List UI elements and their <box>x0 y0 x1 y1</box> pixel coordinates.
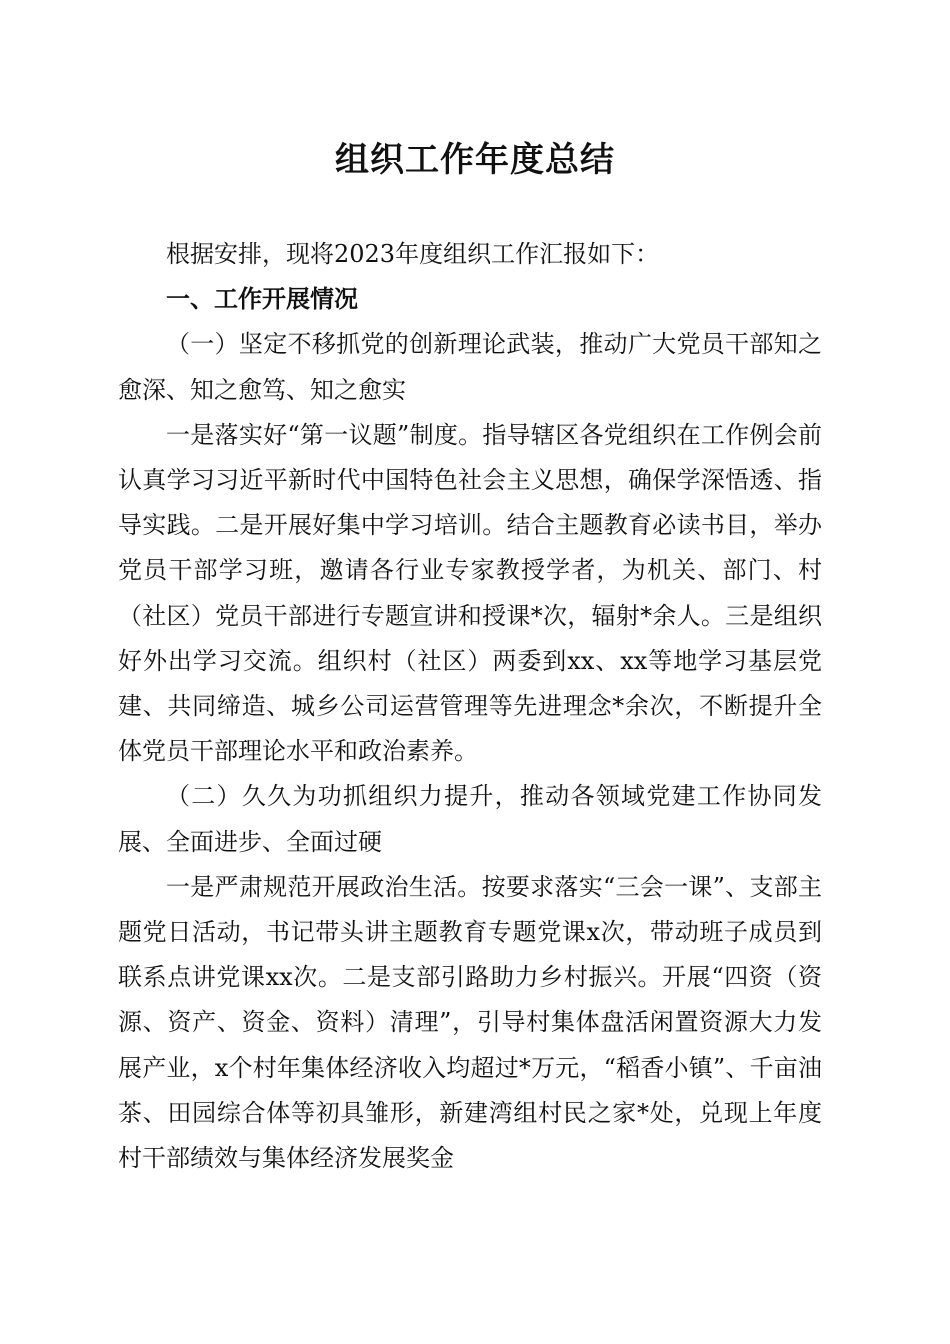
body-paragraph: 一是落实好“第一议题”制度。指导辖区各党组织在工作例会前认真学习习近平新时代中国特色社会主义思想，确保学深悟透、指导实践。二是开展好集中学习培训。结合主题教育必读书目，举办党员干部学习班，邀请各行业专家教授学者，为机关、部门、村（社区）党员干部进行专题宣讲和授课*次，辐射*余人。三是组织好外出学习交流。组织村（社区）两委到xx、xx等地学习基层党建、共同缔造、城乡公司运营管理等先进理念*余次，不断提升全体党员干部理论水平和政治素养。 <box>118 420 822 766</box>
section-heading: 一、工作开展情况 <box>166 285 358 314</box>
intro-paragraph: 根据安排，现将2023年度组织工作汇报如下： <box>166 240 660 268</box>
subsection-heading: （二）久久为功抓组织力提升，推动各领域党建工作协同发展、全面进步、全面过硬 <box>118 782 822 856</box>
document-title: 组织工作年度总结 <box>335 140 615 180</box>
document-body <box>118 232 822 1181</box>
subsection-heading: （一）坚定不移抓党的创新理论武装，推动广大党员干部知之愈深、知之愈笃、知之愈实 <box>118 330 822 404</box>
body-paragraph: 一是严肃规范开展政治生活。按要求落实“三会一课”、支部主题党日活动，书记带头讲主题教育专题党课x次，带动班子成员到联系点讲党课xx次。二是支部引路助力乡村振兴。开展“四资（资源、资产、资金、资料）清理”，引导村集体盘活闲置资源大力发展产业，x个村年集体经济收入均超过*万元，“稻香小镇”、千亩油茶、田园综合体等初具雏形，新建湾组村民之家*处，兑现上年度村干部绩效与集体经济发展奖金 <box>118 872 822 1173</box>
